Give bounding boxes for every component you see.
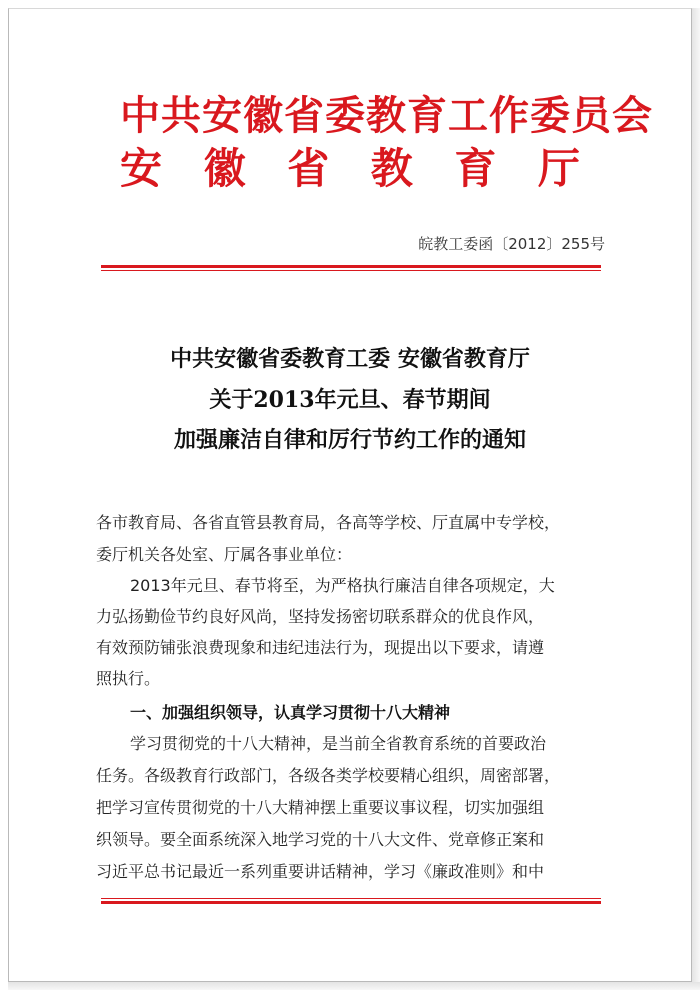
section-paragraph-line: 织领导。要全面系统深入地学习党的十八大文件、党章修正案和 <box>96 830 545 849</box>
document-title-line3: 加强廉洁自律和厉行节约工作的通知 <box>173 427 526 453</box>
page-shadow-right <box>692 8 700 990</box>
issuer-name-line2 <box>120 142 580 196</box>
issuer-char: 教 <box>370 144 413 193</box>
red-divider-bottom-thick <box>101 901 601 904</box>
issuer-char: 徽 <box>203 144 246 193</box>
issuer-name-line1: 中共安徽省委教育工作委员会 <box>120 92 653 139</box>
document-title-line1: 中共安徽省委教育工委 安徽省教育厅 <box>170 346 530 372</box>
issuer-char: 安 <box>120 144 163 193</box>
issuer-char: 省 <box>287 144 330 193</box>
section-paragraph-line: 任务。各级教育行政部门，各级各类学校要精心组织，周密部署， <box>96 766 561 785</box>
intro-paragraph-line: 力弘扬勤俭节约良好风尚，坚持发扬密切联系群众的优良作风， <box>96 607 545 626</box>
red-divider-top-thin <box>101 270 601 271</box>
intro-paragraph-line: 2013年元旦、春节将至，为严格执行廉洁自律各项规定，大 <box>130 576 555 595</box>
section-paragraph-line: 习近平总书记最近一系列重要讲话精神，学习《廉政准则》和中 <box>96 862 545 881</box>
recipients-line2: 委厅机关各处室、厅属各事业单位： <box>96 545 353 564</box>
page-shadow-bottom <box>8 982 700 990</box>
issuer-char: 厅 <box>537 144 580 193</box>
issuer-char: 育 <box>454 144 497 193</box>
intro-paragraph-line: 照执行。 <box>96 669 161 688</box>
section-heading: 一、加强组织领导，认真学习贯彻十八大精神 <box>130 703 451 722</box>
document-title-line2: 关于2013年元旦、春节期间 <box>209 387 491 413</box>
section-paragraph-line: 学习贯彻党的十八大精神，是当前全省教育系统的首要政治 <box>130 734 547 753</box>
section-paragraph-line: 把学习宣传贯彻党的十八大精神摆上重要议事议程，切实加强组 <box>96 798 545 817</box>
recipients-line1: 各市教育局、各省直管县教育局，各高等学校、厅直属中专学校， <box>96 513 561 532</box>
document-number: 皖教工委函〔2012〕255号 <box>418 235 605 253</box>
red-divider-bottom-thin <box>101 898 601 899</box>
red-divider-top-thick <box>101 265 601 268</box>
intro-paragraph-line: 有效预防铺张浪费现象和违纪违法行为，现提出以下要求，请遵 <box>96 638 545 657</box>
